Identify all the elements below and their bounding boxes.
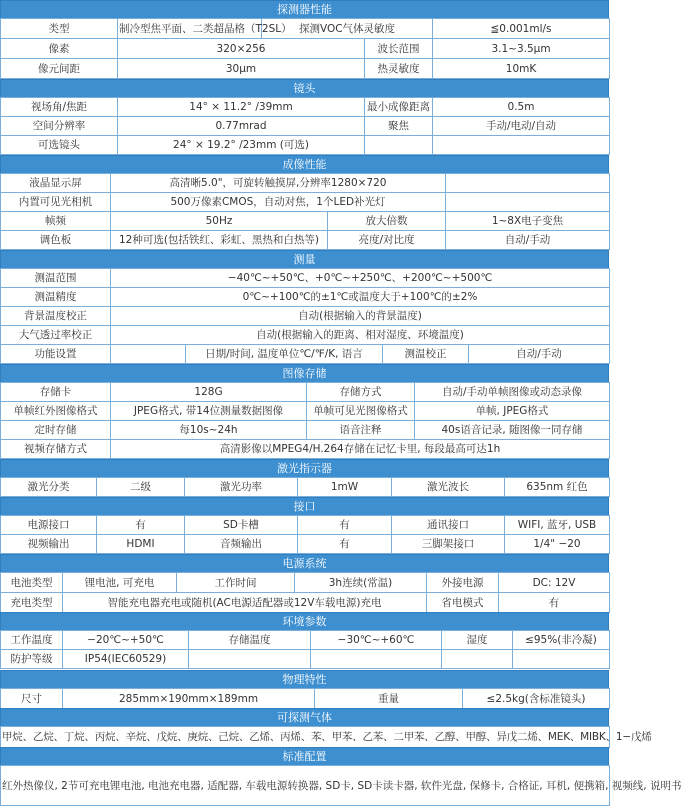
spec-label: 防护等级 xyxy=(1,650,63,669)
spec-cell: 制冷型焦平面、二类超晶格（T2SL） xyxy=(118,19,262,39)
table-row xyxy=(1,231,610,250)
spec-label: 调色板 xyxy=(1,231,111,250)
spec-cell: 40s语音记录, 随图像一同存储 xyxy=(415,421,610,440)
spec-cell: −30℃~+60℃ xyxy=(311,631,442,650)
spec-cell: 湿度 xyxy=(442,631,513,650)
spec-label: 激光分类 xyxy=(1,478,97,497)
section-header: 标准配置 xyxy=(0,747,609,766)
spec-cell: −40℃~+50℃、+0℃~+250℃、+200℃~+500℃ xyxy=(111,269,610,288)
spec-table xyxy=(0,268,610,364)
spec-cell: 激光波长 xyxy=(392,478,505,497)
spec-cell: 0℃~+100℃的±1℃或温度大于+100℃的±2% xyxy=(111,288,610,307)
spec-table xyxy=(0,726,652,748)
spec-label: 空间分辨率 xyxy=(1,117,118,136)
spec-cell: 单帧, JPEG格式 xyxy=(415,402,610,421)
table-row xyxy=(1,766,610,806)
spec-cell xyxy=(189,650,311,669)
spec-cell: 智能充电器充电或随机(AC电源适配器或12V车载电源)充电 xyxy=(63,593,427,613)
spec-label: 视频存储方式 xyxy=(1,440,111,459)
spec-cell: 外接电源 xyxy=(427,573,499,593)
spec-label: 可选镜头 xyxy=(1,136,118,155)
spec-cell: 有 xyxy=(499,593,610,613)
spec-cell: 50Hz xyxy=(111,212,328,231)
spec-cell: 聚焦 xyxy=(365,117,433,136)
spec-cell: 有 xyxy=(298,535,392,554)
spec-table xyxy=(0,688,610,709)
spec-label: 存储卡 xyxy=(1,383,111,402)
spec-cell: 手动/电动/自动 xyxy=(433,117,610,136)
spec-cell: 320×256 xyxy=(118,39,365,59)
spec-cell: 1/4" −20 xyxy=(505,535,610,554)
spec-label: 大气透过率校正 xyxy=(1,326,111,345)
spec-cell: 音频输出 xyxy=(185,535,298,554)
spec-label: 充电类型 xyxy=(1,593,63,613)
spec-table xyxy=(0,572,610,613)
table-row xyxy=(1,727,610,748)
spec-cell: 自动(根据输入的距离、相对湿度、环境温度) xyxy=(111,326,610,345)
spec-table xyxy=(0,515,610,554)
spec-label: 红外热像仪, 2节可充电锂电池, 电池充电器, 适配器, 车载电源转换器, SD卡, SD卡读卡器, 软件光盘, 保修卡, 合格证, 耳机, 便携箱, 视频线, 说明书 xyxy=(1,766,610,806)
section-header: 成像性能 xyxy=(0,155,609,174)
spec-cell: 最小成像距离 xyxy=(365,98,433,117)
spec-cell: 自动/手动 xyxy=(469,345,610,364)
spec-cell: 测温校正 xyxy=(383,345,469,364)
section-header: 电源系统 xyxy=(0,554,609,573)
spec-cell: 500万像素CMOS，自动对焦，1个LED补光灯 xyxy=(111,193,446,212)
table-row xyxy=(1,631,610,650)
spec-label: 甲烷、乙烷、丁烷、丙烷、辛烷、戊烷、庚烷、己烷、乙烯、丙烯、苯、甲苯、乙苯、二甲苯、乙醇、甲醇、异戊二烯、MEK、MIBK、1−戊烯 xyxy=(1,727,610,748)
spec-label: 视场角/焦距 xyxy=(1,98,118,117)
section-header: 环境参数 xyxy=(0,612,609,631)
spec-table xyxy=(0,173,610,250)
spec-cell: 重量 xyxy=(315,689,463,709)
table-row xyxy=(1,440,610,459)
spec-cell: ≤2.5kg(含标准镜头) xyxy=(463,689,610,709)
spec-cell: 单帧可见光图像格式 xyxy=(307,402,415,421)
spec-cell xyxy=(365,136,433,155)
spec-cell: 存储方式 xyxy=(307,383,415,402)
table-row xyxy=(1,59,610,79)
spec-cell: 24° × 19.2° /23mm (可选) xyxy=(118,136,365,155)
spec-cell: 亮度/对比度 xyxy=(328,231,446,250)
spec-label: 工作温度 xyxy=(1,631,63,650)
spec-cell: HDMI xyxy=(97,535,185,554)
spec-cell: DC: 12V xyxy=(499,573,610,593)
table-row xyxy=(1,326,610,345)
spec-cell: 热灵敏度 xyxy=(365,59,433,79)
spec-cell: 12种可选(包括铁红、彩虹、黑热和白热等) xyxy=(111,231,328,250)
spec-label: 单帧红外图像格式 xyxy=(1,402,111,421)
table-row xyxy=(1,593,610,613)
spec-cell: 3.1~3.5μm xyxy=(433,39,610,59)
spec-cell: 285mm×190mm×189mm xyxy=(63,689,315,709)
spec-cell: 通讯接口 xyxy=(392,516,505,535)
spec-cell: 锂电池, 可充电 xyxy=(63,573,177,593)
table-row xyxy=(1,650,610,669)
table-row xyxy=(1,117,610,136)
spec-cell: 波长范围 xyxy=(365,39,433,59)
spec-label: 电源接口 xyxy=(1,516,97,535)
section-header: 接口 xyxy=(0,497,609,516)
spec-cell: WIFI, 蓝牙, USB xyxy=(505,516,610,535)
table-row xyxy=(1,39,610,59)
spec-cell: 有 xyxy=(97,516,185,535)
spec-cell: SD卡槽 xyxy=(185,516,298,535)
spec-cell: 自动/手动 xyxy=(446,231,610,250)
spec-cell: 自动(根据输入的背景温度) xyxy=(111,307,610,326)
spec-cell xyxy=(111,345,186,364)
spec-label: 帧频 xyxy=(1,212,111,231)
spec-label: 尺寸 xyxy=(1,689,63,709)
spec-cell: 14° × 11.2° /39mm xyxy=(118,98,365,117)
spec-table xyxy=(0,477,610,497)
spec-cell: 自动/手动单帧图像或动态录像 xyxy=(415,383,610,402)
spec-cell: 探测VOC气体灵敏度 xyxy=(262,19,433,39)
spec-table xyxy=(0,765,681,806)
spec-cell: 635nm 红色 xyxy=(505,478,610,497)
spec-cell xyxy=(446,193,610,212)
table-row xyxy=(1,19,610,39)
spec-cell: 128G xyxy=(111,383,307,402)
spec-cell: 有 xyxy=(298,516,392,535)
table-row xyxy=(1,402,610,421)
table-row xyxy=(1,288,610,307)
spec-cell: 0.5m xyxy=(433,98,610,117)
spec-cell: 3h连续(常温) xyxy=(295,573,427,593)
spec-cell: 放大倍数 xyxy=(328,212,446,231)
table-row xyxy=(1,269,610,288)
spec-cell: 日期/时间, 温度单位℃/℉/K, 语言 xyxy=(186,345,383,364)
section-header: 测量 xyxy=(0,250,609,269)
spec-label: 视频输出 xyxy=(1,535,97,554)
table-row xyxy=(1,345,610,364)
table-row xyxy=(1,136,610,155)
spec-label: 测温范围 xyxy=(1,269,111,288)
spec-label: 像元间距 xyxy=(1,59,118,79)
table-row xyxy=(1,383,610,402)
spec-cell: 激光功率 xyxy=(185,478,298,497)
section-header: 可探测气体 xyxy=(0,708,609,727)
spec-cell xyxy=(311,650,442,669)
spec-cell: 存储温度 xyxy=(189,631,311,650)
spec-cell: −20℃~+50℃ xyxy=(63,631,189,650)
spec-cell: 省电模式 xyxy=(427,593,499,613)
section-header: 镜头 xyxy=(0,79,609,98)
spec-cell: 10mK xyxy=(433,59,610,79)
spec-cell: 1~8X电子变焦 xyxy=(446,212,610,231)
table-row xyxy=(1,573,610,593)
spec-table xyxy=(0,18,610,79)
spec-cell: 二级 xyxy=(97,478,185,497)
spec-cell: 三脚架接口 xyxy=(392,535,505,554)
spec-label: 电池类型 xyxy=(1,573,63,593)
table-row xyxy=(1,689,610,709)
section-header: 激光指示器 xyxy=(0,459,609,478)
spec-label: 内置可见光相机 xyxy=(1,193,111,212)
spec-label: 测温精度 xyxy=(1,288,111,307)
spec-cell xyxy=(433,136,610,155)
section-header: 探测器性能 xyxy=(0,0,609,19)
spec-cell: 工作时间 xyxy=(177,573,295,593)
spec-label: 液晶显示屏 xyxy=(1,174,111,193)
spec-table xyxy=(0,97,610,155)
spec-cell xyxy=(446,174,610,193)
table-row xyxy=(1,516,610,535)
spec-cell: JPEG格式, 带14位测量数据图像 xyxy=(111,402,307,421)
spec-table xyxy=(0,630,610,669)
table-row xyxy=(1,535,610,554)
spec-cell: 30μm xyxy=(118,59,365,79)
table-row xyxy=(1,421,610,440)
spec-cell: ≦0.001ml/s xyxy=(433,19,610,39)
spec-cell: 高清影像以MPEG4/H.264存储在记忆卡里, 每段最高可达1h xyxy=(111,440,610,459)
spec-cell xyxy=(442,650,513,669)
spec-cell: 1mW xyxy=(298,478,392,497)
spec-label: 像素 xyxy=(1,39,118,59)
spec-cell: 0.77mrad xyxy=(118,117,365,136)
spec-cell: 每10s~24h xyxy=(111,421,307,440)
section-header: 物理特性 xyxy=(0,670,609,689)
table-row xyxy=(1,193,610,212)
spec-label: 功能设置 xyxy=(1,345,111,364)
table-row xyxy=(1,307,610,326)
table-row xyxy=(1,478,610,497)
spec-label: 定时存储 xyxy=(1,421,111,440)
spec-cell: IP54(IEC60529) xyxy=(63,650,189,669)
spec-table xyxy=(0,382,610,459)
table-row xyxy=(1,212,610,231)
spec-cell: ≤95%(非冷凝) xyxy=(513,631,610,650)
table-row xyxy=(1,98,610,117)
spec-label: 背景温度校正 xyxy=(1,307,111,326)
table-row xyxy=(1,174,610,193)
section-header: 图像存储 xyxy=(0,364,609,383)
spec-cell: 高清晰5.0"，可旋转触摸屏,分辨率1280×720 xyxy=(111,174,446,193)
spec-cell xyxy=(513,650,610,669)
spec-label: 类型 xyxy=(1,19,118,39)
spec-cell: 语音注释 xyxy=(307,421,415,440)
